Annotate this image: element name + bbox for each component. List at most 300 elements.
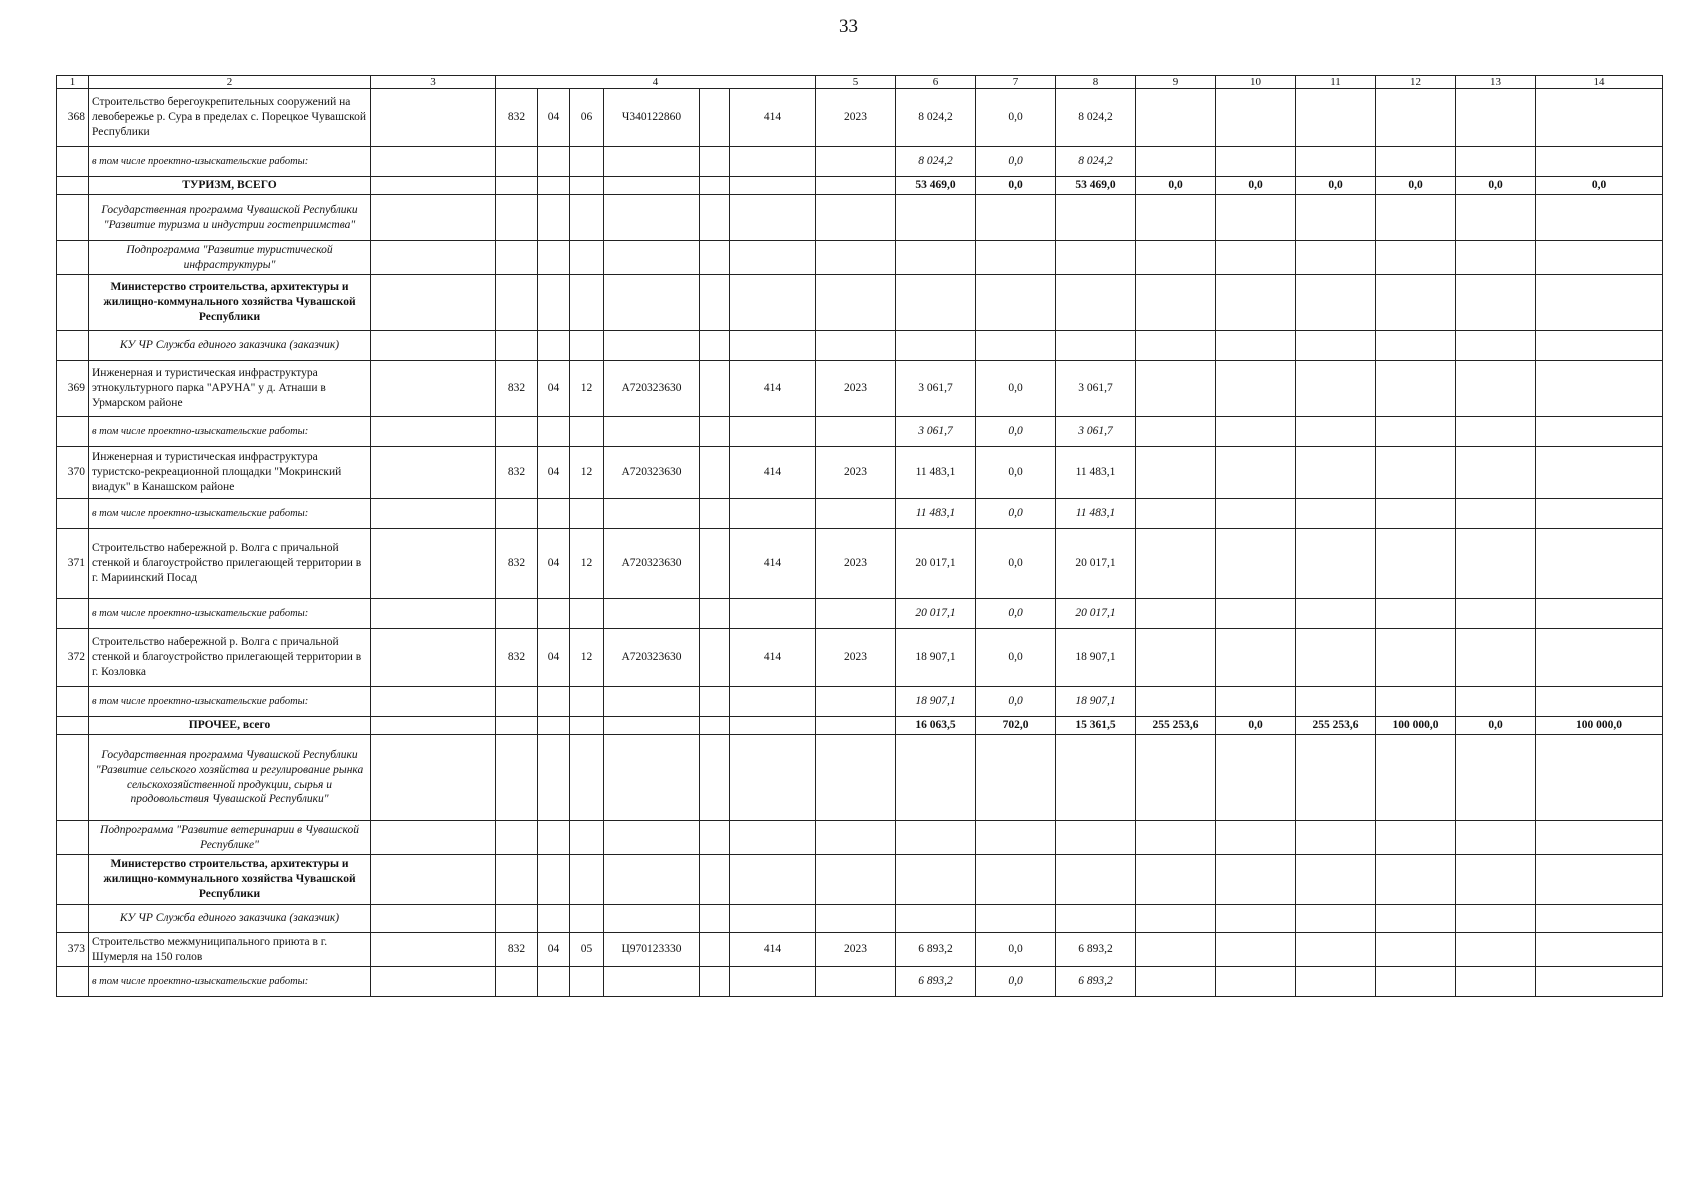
table-row — [57, 629, 1663, 687]
year-cell: 2023 — [816, 933, 896, 967]
code-ministry: 832 — [496, 529, 538, 599]
value-v12 — [1376, 361, 1456, 417]
value-v10 — [1216, 147, 1296, 177]
code-ministry — [496, 855, 538, 905]
value-v13 — [1456, 89, 1536, 147]
code-section — [538, 241, 570, 275]
value-v8: 53 469,0 — [1056, 177, 1136, 195]
year-cell: 2023 — [816, 361, 896, 417]
code-subsection — [570, 855, 604, 905]
value-v14 — [1536, 417, 1663, 447]
table-row — [57, 89, 1663, 147]
year-cell — [816, 147, 896, 177]
value-v14 — [1536, 687, 1663, 717]
value-v13 — [1456, 629, 1536, 687]
object-name: Министерство строительства, архитектуры и жилищно-коммунального хозяйства Чувашской Республики — [89, 275, 371, 331]
code-spacer — [700, 905, 730, 933]
col-3-cell — [371, 529, 496, 599]
value-v6: 53 469,0 — [896, 177, 976, 195]
code-subsection: 12 — [570, 629, 604, 687]
value-v9 — [1136, 89, 1216, 147]
value-v11: 0,0 — [1296, 177, 1376, 195]
object-name: Строительство берегоукрепительных сооружений на левобережье р. Сура в пределах с. Порецкое Чувашской Республики — [89, 89, 371, 147]
value-v9 — [1136, 629, 1216, 687]
value-v10 — [1216, 499, 1296, 529]
row-number — [57, 275, 89, 331]
row-number — [57, 417, 89, 447]
code-section: 04 — [538, 361, 570, 417]
value-v11 — [1296, 821, 1376, 855]
value-v14 — [1536, 275, 1663, 331]
code-ministry — [496, 331, 538, 361]
object-name: Государственная программа Чувашской Республики "Развитие туризма и индустрии гостеприимства" — [89, 195, 371, 241]
value-v10 — [1216, 967, 1296, 997]
table-row — [57, 447, 1663, 499]
value-v11 — [1296, 499, 1376, 529]
row-number — [57, 967, 89, 997]
value-v8: 6 893,2 — [1056, 967, 1136, 997]
code-section — [538, 417, 570, 447]
code-target — [604, 177, 700, 195]
col-3-cell — [371, 499, 496, 529]
year-cell — [816, 417, 896, 447]
value-v7: 0,0 — [976, 499, 1056, 529]
value-v7: 0,0 — [976, 89, 1056, 147]
code-section — [538, 905, 570, 933]
value-v6 — [896, 241, 976, 275]
code-section: 04 — [538, 629, 570, 687]
value-v7: 0,0 — [976, 361, 1056, 417]
value-v6 — [896, 855, 976, 905]
year-cell: 2023 — [816, 629, 896, 687]
code-spacer — [700, 735, 730, 821]
code-subsection — [570, 499, 604, 529]
code-target — [604, 599, 700, 629]
value-v6: 3 061,7 — [896, 361, 976, 417]
header-col-4: 4 — [496, 76, 816, 89]
year-cell — [816, 967, 896, 997]
col-3-cell — [371, 241, 496, 275]
value-v14 — [1536, 599, 1663, 629]
object-name: ПРОЧЕЕ, всего — [89, 717, 371, 735]
value-v11 — [1296, 599, 1376, 629]
value-v14: 0,0 — [1536, 177, 1663, 195]
code-spacer — [700, 499, 730, 529]
value-v12 — [1376, 967, 1456, 997]
value-v8: 18 907,1 — [1056, 629, 1136, 687]
value-v10 — [1216, 905, 1296, 933]
col-3-cell — [371, 735, 496, 821]
value-v8: 15 361,5 — [1056, 717, 1136, 735]
col-3-cell — [371, 447, 496, 499]
value-v9 — [1136, 361, 1216, 417]
value-v10 — [1216, 331, 1296, 361]
code-ministry: 832 — [496, 629, 538, 687]
col-3-cell — [371, 855, 496, 905]
code-ministry: 832 — [496, 361, 538, 417]
year-cell — [816, 717, 896, 735]
table-row — [57, 417, 1663, 447]
value-v7: 0,0 — [976, 177, 1056, 195]
object-name: в том числе проектно-изыскательские работы: — [89, 599, 371, 629]
value-v8: 11 483,1 — [1056, 499, 1136, 529]
value-v14 — [1536, 821, 1663, 855]
row-number — [57, 905, 89, 933]
value-v13 — [1456, 599, 1536, 629]
value-v13: 0,0 — [1456, 717, 1536, 735]
value-v9 — [1136, 821, 1216, 855]
value-v13 — [1456, 735, 1536, 821]
value-v12: 100 000,0 — [1376, 717, 1456, 735]
header-col-12: 12 — [1376, 76, 1456, 89]
value-v6: 6 893,2 — [896, 967, 976, 997]
code-spacer — [700, 599, 730, 629]
code-spacer — [700, 241, 730, 275]
code-ministry — [496, 821, 538, 855]
code-section: 04 — [538, 447, 570, 499]
value-v9 — [1136, 195, 1216, 241]
header-col-13: 13 — [1456, 76, 1536, 89]
table-row — [57, 499, 1663, 529]
value-v14 — [1536, 89, 1663, 147]
header-col-8: 8 — [1056, 76, 1136, 89]
value-v6 — [896, 275, 976, 331]
code-section — [538, 177, 570, 195]
object-name: Подпрограмма "Развитие туристической инфраструктуры" — [89, 241, 371, 275]
value-v12 — [1376, 821, 1456, 855]
object-name: КУ ЧР Служба единого заказчика (заказчик) — [89, 905, 371, 933]
header-col-14: 14 — [1536, 76, 1663, 89]
code-target — [604, 821, 700, 855]
row-number — [57, 331, 89, 361]
value-v6 — [896, 821, 976, 855]
code-section — [538, 195, 570, 241]
value-v13 — [1456, 529, 1536, 599]
code-expense-type: 414 — [730, 361, 816, 417]
value-v9 — [1136, 275, 1216, 331]
value-v13 — [1456, 195, 1536, 241]
code-target — [604, 147, 700, 177]
value-v14 — [1536, 629, 1663, 687]
code-expense-type — [730, 821, 816, 855]
code-subsection: 12 — [570, 361, 604, 417]
value-v6: 20 017,1 — [896, 529, 976, 599]
col-3-cell — [371, 967, 496, 997]
code-target — [604, 687, 700, 717]
code-subsection: 12 — [570, 529, 604, 599]
value-v10 — [1216, 629, 1296, 687]
value-v12 — [1376, 599, 1456, 629]
col-3-cell — [371, 905, 496, 933]
code-expense-type — [730, 967, 816, 997]
code-expense-type — [730, 717, 816, 735]
year-cell: 2023 — [816, 529, 896, 599]
value-v10 — [1216, 529, 1296, 599]
row-number: 368 — [57, 89, 89, 147]
value-v11 — [1296, 967, 1376, 997]
code-subsection — [570, 905, 604, 933]
code-section — [538, 331, 570, 361]
year-cell — [816, 905, 896, 933]
value-v6 — [896, 735, 976, 821]
value-v10 — [1216, 735, 1296, 821]
value-v13 — [1456, 417, 1536, 447]
value-v10 — [1216, 89, 1296, 147]
code-target — [604, 331, 700, 361]
value-v7: 0,0 — [976, 417, 1056, 447]
value-v9 — [1136, 147, 1216, 177]
year-cell — [816, 177, 896, 195]
value-v6: 16 063,5 — [896, 717, 976, 735]
year-cell — [816, 499, 896, 529]
col-3-cell — [371, 933, 496, 967]
value-v7 — [976, 331, 1056, 361]
value-v13 — [1456, 447, 1536, 499]
col-3-cell — [371, 361, 496, 417]
value-v12 — [1376, 905, 1456, 933]
value-v7: 0,0 — [976, 933, 1056, 967]
row-number: 371 — [57, 529, 89, 599]
value-v13 — [1456, 967, 1536, 997]
code-expense-type: 414 — [730, 933, 816, 967]
header-col-3: 3 — [371, 76, 496, 89]
code-spacer — [700, 417, 730, 447]
value-v11 — [1296, 241, 1376, 275]
code-spacer — [700, 331, 730, 361]
header-col-7: 7 — [976, 76, 1056, 89]
code-section — [538, 967, 570, 997]
value-v12 — [1376, 331, 1456, 361]
value-v14 — [1536, 967, 1663, 997]
value-v10 — [1216, 933, 1296, 967]
code-subsection: 06 — [570, 89, 604, 147]
object-name: в том числе проектно-изыскательские работы: — [89, 967, 371, 997]
value-v6: 3 061,7 — [896, 417, 976, 447]
code-section — [538, 855, 570, 905]
object-name: Министерство строительства, архитектуры и жилищно-коммунального хозяйства Чувашской Республики — [89, 855, 371, 905]
code-target — [604, 499, 700, 529]
code-expense-type — [730, 599, 816, 629]
value-v9 — [1136, 735, 1216, 821]
value-v6: 20 017,1 — [896, 599, 976, 629]
value-v8 — [1056, 195, 1136, 241]
code-subsection — [570, 717, 604, 735]
value-v14 — [1536, 447, 1663, 499]
code-ministry — [496, 905, 538, 933]
year-cell — [816, 195, 896, 241]
row-number — [57, 599, 89, 629]
value-v8: 8 024,2 — [1056, 147, 1136, 177]
code-expense-type — [730, 331, 816, 361]
code-target: Ч340122860 — [604, 89, 700, 147]
code-expense-type — [730, 735, 816, 821]
col-3-cell — [371, 717, 496, 735]
value-v9 — [1136, 905, 1216, 933]
code-expense-type: 414 — [730, 629, 816, 687]
row-number — [57, 821, 89, 855]
col-3-cell — [371, 89, 496, 147]
value-v9: 255 253,6 — [1136, 717, 1216, 735]
value-v12 — [1376, 687, 1456, 717]
value-v14 — [1536, 195, 1663, 241]
value-v6: 18 907,1 — [896, 629, 976, 687]
code-target — [604, 967, 700, 997]
value-v12 — [1376, 499, 1456, 529]
year-cell: 2023 — [816, 89, 896, 147]
value-v9 — [1136, 855, 1216, 905]
code-subsection — [570, 417, 604, 447]
code-target — [604, 735, 700, 821]
row-number — [57, 241, 89, 275]
row-number: 370 — [57, 447, 89, 499]
budget-table — [56, 75, 1663, 997]
value-v8: 20 017,1 — [1056, 529, 1136, 599]
value-v10: 0,0 — [1216, 177, 1296, 195]
code-expense-type — [730, 499, 816, 529]
value-v11 — [1296, 147, 1376, 177]
value-v14 — [1536, 147, 1663, 177]
value-v7: 0,0 — [976, 629, 1056, 687]
value-v9 — [1136, 447, 1216, 499]
value-v14 — [1536, 529, 1663, 599]
value-v7: 0,0 — [976, 529, 1056, 599]
year-cell — [816, 599, 896, 629]
value-v12 — [1376, 735, 1456, 821]
col-3-cell — [371, 629, 496, 687]
code-target — [604, 905, 700, 933]
code-spacer — [700, 967, 730, 997]
row-number — [57, 687, 89, 717]
object-name: Государственная программа Чувашской Республики "Развитие сельского хозяйства и регулирование рынка сельскохозяйственной продукции, сырья и продовольствия Чувашской Республики" — [89, 735, 371, 821]
value-v13: 0,0 — [1456, 177, 1536, 195]
code-section — [538, 147, 570, 177]
value-v8 — [1056, 855, 1136, 905]
header-col-10: 10 — [1216, 76, 1296, 89]
value-v7 — [976, 275, 1056, 331]
table-row — [57, 735, 1663, 821]
code-section — [538, 687, 570, 717]
code-expense-type — [730, 147, 816, 177]
value-v6 — [896, 195, 976, 241]
row-number — [57, 735, 89, 821]
code-section — [538, 275, 570, 331]
year-cell — [816, 855, 896, 905]
value-v10 — [1216, 195, 1296, 241]
code-expense-type — [730, 905, 816, 933]
value-v11 — [1296, 447, 1376, 499]
value-v8: 20 017,1 — [1056, 599, 1136, 629]
year-cell — [816, 331, 896, 361]
value-v12 — [1376, 89, 1456, 147]
code-ministry — [496, 687, 538, 717]
value-v14 — [1536, 361, 1663, 417]
value-v12 — [1376, 629, 1456, 687]
value-v7: 0,0 — [976, 967, 1056, 997]
code-ministry — [496, 275, 538, 331]
value-v13 — [1456, 687, 1536, 717]
code-subsection — [570, 147, 604, 177]
value-v8: 3 061,7 — [1056, 361, 1136, 417]
header-col-5: 5 — [816, 76, 896, 89]
code-section — [538, 599, 570, 629]
value-v13 — [1456, 275, 1536, 331]
table-row — [57, 599, 1663, 629]
value-v12: 0,0 — [1376, 177, 1456, 195]
col-3-cell — [371, 687, 496, 717]
table-row — [57, 275, 1663, 331]
value-v11 — [1296, 529, 1376, 599]
code-ministry — [496, 499, 538, 529]
code-section: 04 — [538, 89, 570, 147]
col-3-cell — [371, 821, 496, 855]
object-name: Строительство межмуниципального приюта в г. Шумерля на 150 голов — [89, 933, 371, 967]
code-expense-type: 414 — [730, 447, 816, 499]
code-subsection — [570, 821, 604, 855]
code-subsection — [570, 241, 604, 275]
value-v11 — [1296, 687, 1376, 717]
value-v11 — [1296, 629, 1376, 687]
value-v14 — [1536, 905, 1663, 933]
code-expense-type — [730, 275, 816, 331]
table-row — [57, 933, 1663, 967]
value-v11 — [1296, 89, 1376, 147]
value-v6: 6 893,2 — [896, 933, 976, 967]
code-ministry — [496, 717, 538, 735]
code-spacer — [700, 933, 730, 967]
col-3-cell — [371, 147, 496, 177]
code-subsection — [570, 687, 604, 717]
row-number — [57, 195, 89, 241]
value-v6: 11 483,1 — [896, 447, 976, 499]
table-row — [57, 717, 1663, 735]
code-target: Ц970123330 — [604, 933, 700, 967]
value-v13 — [1456, 933, 1536, 967]
header-row — [57, 76, 1663, 89]
value-v12 — [1376, 147, 1456, 177]
code-ministry — [496, 599, 538, 629]
value-v13 — [1456, 147, 1536, 177]
code-ministry — [496, 967, 538, 997]
code-target: А720323630 — [604, 361, 700, 417]
value-v7 — [976, 855, 1056, 905]
value-v9: 0,0 — [1136, 177, 1216, 195]
col-3-cell — [371, 331, 496, 361]
code-ministry — [496, 177, 538, 195]
value-v8 — [1056, 331, 1136, 361]
code-spacer — [700, 177, 730, 195]
table-row — [57, 855, 1663, 905]
value-v10 — [1216, 241, 1296, 275]
code-section — [538, 717, 570, 735]
table-row — [57, 177, 1663, 195]
value-v11 — [1296, 361, 1376, 417]
code-section — [538, 821, 570, 855]
object-name: Инженерная и туристическая инфраструктура этнокультурного парка "АРУНА" у д. Атнаши в Урмарском районе — [89, 361, 371, 417]
code-expense-type: 414 — [730, 89, 816, 147]
object-name: в том числе проектно-изыскательские работы: — [89, 499, 371, 529]
code-spacer — [700, 687, 730, 717]
code-target: А720323630 — [604, 447, 700, 499]
code-section: 04 — [538, 933, 570, 967]
value-v13 — [1456, 331, 1536, 361]
value-v9 — [1136, 933, 1216, 967]
object-name: в том числе проектно-изыскательские работы: — [89, 147, 371, 177]
value-v13 — [1456, 855, 1536, 905]
value-v12 — [1376, 241, 1456, 275]
code-spacer — [700, 717, 730, 735]
value-v8 — [1056, 905, 1136, 933]
value-v11 — [1296, 195, 1376, 241]
